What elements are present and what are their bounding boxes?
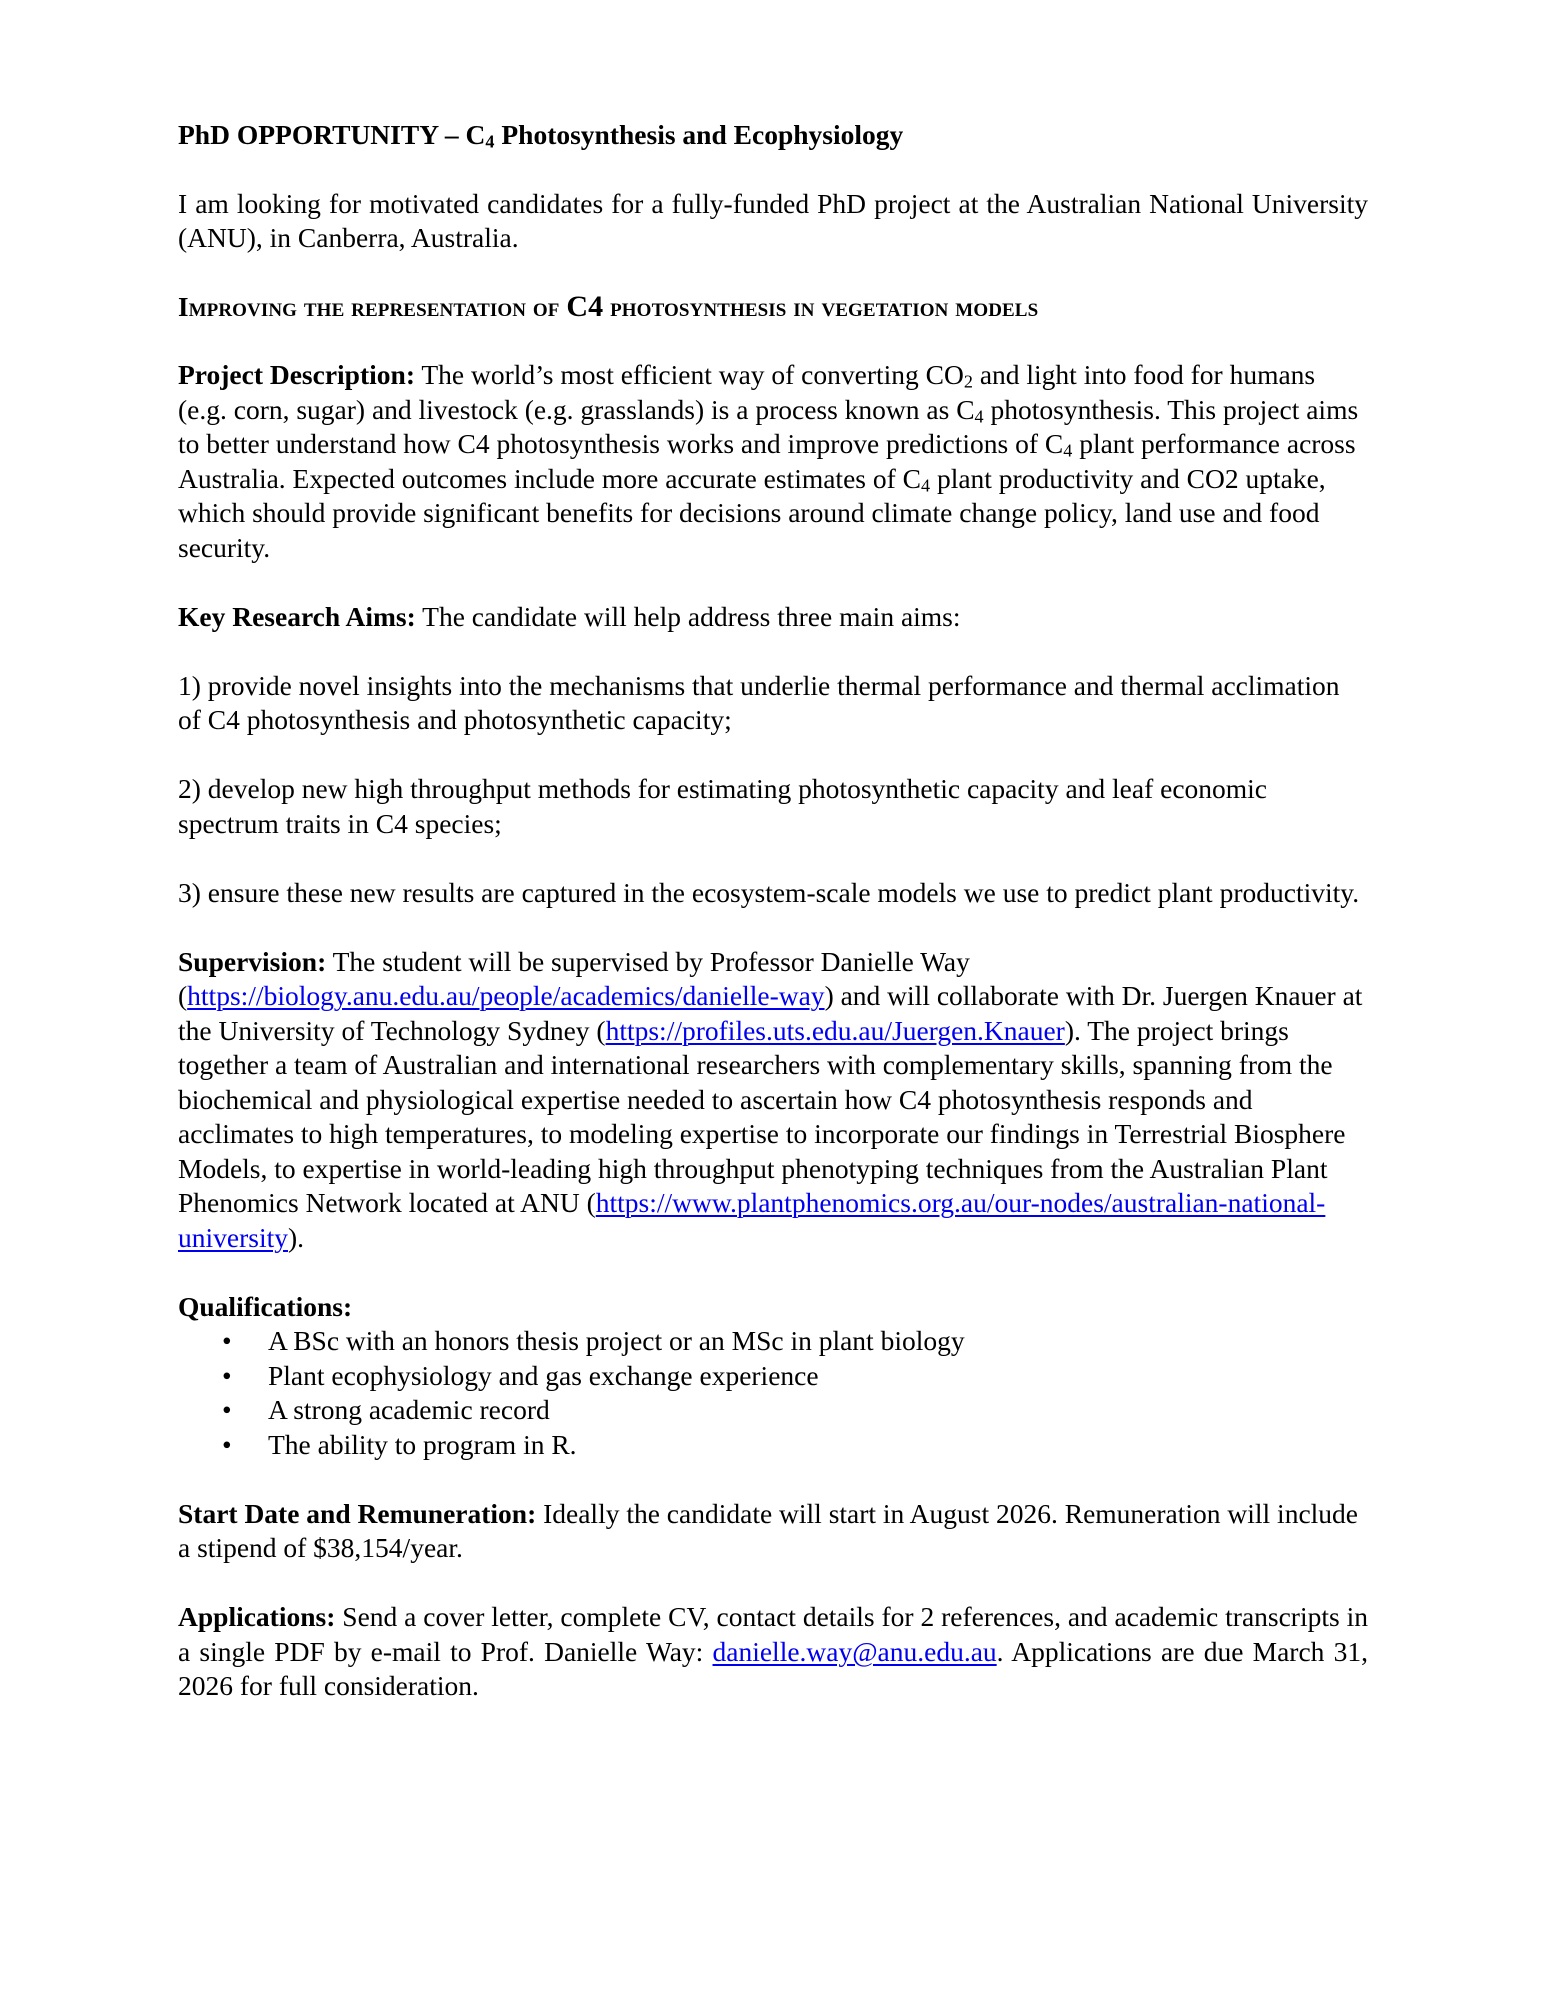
plant-phenomics-link[interactable]: https://www.plantphenomics.org.au/our-nodes/australian-national-university [178,1187,1326,1253]
key-aims-label: Key Research Aims: [178,600,416,632]
qualifications-list [178,1324,1368,1462]
applications-paragraph [178,1600,1368,1704]
project-description-text: photosynthesis. This project aims to better understand how C4 photosynthesis works and improve predictions of C [178,393,1359,459]
key-aims-paragraph [178,600,1368,635]
subscript: 4 [920,474,931,495]
subscript: 4 [1063,440,1073,461]
intro-paragraph: I am looking for motivated candidates for a fully-funded PhD project at the Australian National University (ANU), in Canberra, Australia. [178,187,1368,253]
title-prefix: PhD OPPORTUNITY – C [178,119,486,150]
bullet-icon: • [222,1359,232,1391]
qualification-item [178,1393,1368,1428]
applications-text: . Applications are due March 31, 2026 for full consideration. [178,1635,1368,1701]
bullet-icon: • [222,1325,232,1356]
bullet-icon: • [222,1428,232,1460]
start-date-text: Ideally the candidate will start in August 2026. Remuneration will include a stipend of $38,154/year. [178,1497,1358,1563]
project-description-text: plant performance across Australia. Expected outcomes include more accurate estimates of C [178,428,1356,494]
project-description-paragraph [178,358,1368,565]
aim-item-2: 2) develop new high throughput methods for estimating photosynthetic capacity and leaf economic spectrum traits in C4 species; [178,773,1268,839]
start-date-paragraph [178,1497,1368,1566]
title-subscript: 4 [485,131,495,152]
qualification-item [178,1324,1368,1359]
applications-text: Send a cover letter, complete CV, contact details for 2 references, and academic transcripts in a single PDF by e-mail to Prof. Danielle Way: [178,1601,1368,1667]
project-title-prefix: Improving the representation of [178,291,567,322]
aim-item-3: 3) ensure these new results are captured in the ecosystem-scale models we use to predict plant productivity. [178,876,1360,908]
document-title [178,118,1368,153]
supervision-paragraph [178,945,1368,1256]
project-description-text: plant productivity and CO2 uptake, which should provide significant benefits for decisions around climate change policy, land use and food security. [178,462,1326,563]
danielle-way-profile-link[interactable]: https://biology.anu.edu.au/people/academics/danielle-way [187,980,825,1011]
subscript: 4 [974,405,984,426]
project-description-label: Project Description: [178,359,415,390]
supervision-label: Supervision: [178,945,327,977]
supervision-text: ). The project brings together a team of Australian and international researchers with complementary skills, spanning from the biochemical and physiological expertise needed to ascertain how C4 photosynthesis responds and acclimates to high temperatures, to modeling expertise to incorporate our findings in Terrestrial Biosphere Models, to expertise in world-leading high throughput phenotyping techniques from the Australian Plant Phenomics Network located at ANU ( [178,1014,1346,1218]
project-title-suffix: photosynthesis in vegetation models [603,291,1039,322]
bullet-icon: • [222,1394,232,1425]
email-link[interactable]: danielle.way@anu.edu.au [712,1635,997,1667]
start-date-label: Start Date and Remuneration: [178,1497,537,1529]
project-description-text: and light into food for humans (e.g. corn, sugar) and livestock (e.g. grasslands) is a process known as C [178,359,1316,425]
qualification-item [178,1428,1368,1463]
supervision-text: The student will be supervised by Professor Danielle Way ( [178,945,970,1011]
title-suffix: Photosynthesis and Ecophysiology [494,119,904,150]
qualification-item [178,1359,1368,1394]
subscript: 2 [963,371,973,392]
qualification-text: The ability to program in R. [268,1428,577,1460]
key-aims-text: The candidate will help address three main aims: [415,600,961,632]
qualifications-label: Qualifications: [178,1290,353,1322]
applications-label: Applications: [178,1601,336,1632]
project-description-text: The world’s most efficient way of converting CO [414,359,964,390]
qualification-text: A strong academic record [268,1394,550,1425]
document-page [178,118,1368,1704]
qualification-text: A BSc with an honors thesis project or an MSc in plant biology [268,1325,965,1356]
aim-item-1: 1) provide novel insights into the mechanisms that underlie thermal performance and thermal acclimation of C4 photosynthesis and photosynthetic capacity; [178,669,1340,735]
project-title-c4: C4 [566,289,604,323]
supervision-text: ) and will collaborate with Dr. Juergen Knauer at the University of Technology Sydney ( [178,980,1363,1046]
supervision-text: ). [288,1221,305,1253]
qualification-text: Plant ecophysiology and gas exchange experience [268,1359,819,1391]
project-title [178,290,1368,325]
juergen-knauer-profile-link[interactable]: https://profiles.uts.edu.au/Juergen.Knauer [605,1014,1065,1046]
